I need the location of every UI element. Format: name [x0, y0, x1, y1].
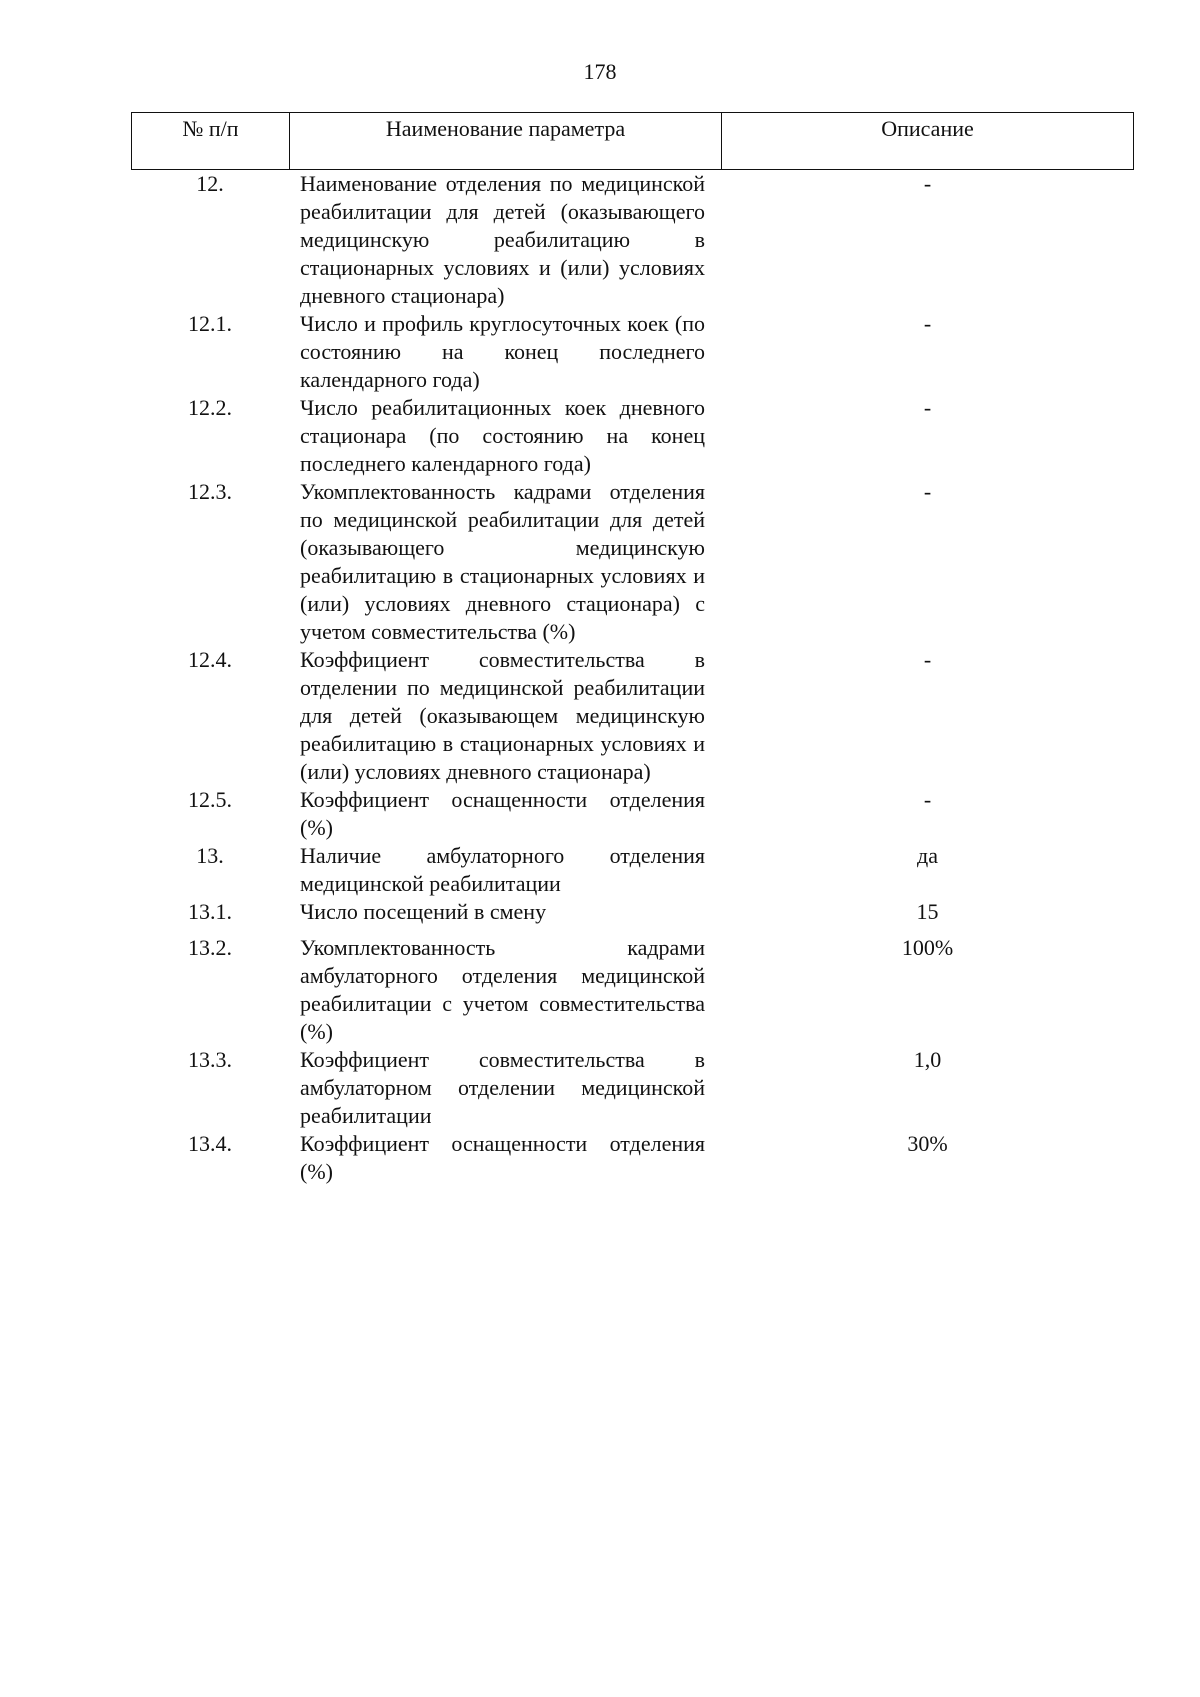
row-description: да	[917, 843, 938, 868]
row-number: 12.3.	[188, 479, 232, 504]
row-parameter-name: Наличие амбулаторного отделения медицинской реабилитации	[300, 843, 705, 896]
page-number: 178	[583, 59, 617, 84]
row-parameter-name: Число реабилитационных коек дневного стационара (по состоянию на конец последнего календарного года)	[300, 395, 705, 476]
row-number: 12.5.	[188, 787, 232, 812]
row-description: -	[923, 311, 932, 336]
row-parameter-name: Коэффициент оснащенности отделения (%)	[300, 1131, 705, 1184]
row-description: -	[923, 479, 932, 504]
row-number: 13.3.	[188, 1047, 232, 1072]
row-number: 12.4.	[188, 647, 232, 672]
row-number: 13.	[196, 843, 224, 868]
header-num-label: № п/п	[182, 116, 239, 141]
table-row	[131, 842, 1134, 898]
row-number: 12.2.	[188, 395, 232, 420]
table-row	[131, 934, 1134, 1046]
row-description: 1,0	[913, 1047, 942, 1072]
row-parameter-name: Укомплектованность кадрами амбулаторного отделения медицинской реабилитации с учетом совместительства (%)	[300, 935, 705, 1044]
row-number: 12.	[196, 171, 224, 196]
row-number: 13.1.	[188, 899, 232, 924]
table-row	[131, 786, 1134, 842]
table-row	[131, 310, 1134, 394]
row-description: 15	[916, 899, 939, 924]
row-parameter-name: Наименование отделения по медицинской реабилитации для детей (оказывающего медицинскую реабилитацию в стационарных условиях и (или) условиях дневного стационара)	[300, 171, 705, 308]
row-number: 13.2.	[188, 935, 232, 960]
row-parameter-name: Коэффициент совместительства в амбулаторном отделении медицинской реабилитации	[300, 1047, 705, 1128]
row-description: -	[923, 787, 932, 812]
row-parameter-name: Коэффициент совместительства в отделении по медицинской реабилитации для детей (оказывающем медицинскую реабилитацию в стационарных условиях и (или) условиях дневного стационара)	[300, 647, 705, 784]
table-row	[131, 170, 1134, 310]
table-row	[131, 478, 1134, 646]
table-row	[131, 394, 1134, 478]
row-number: 13.4.	[188, 1131, 232, 1156]
table-row	[131, 1046, 1134, 1130]
row-description: -	[923, 395, 932, 420]
row-parameter-name: Укомплектованность кадрами отделения по медицинской реабилитации для детей (оказывающего медицинскую реабилитацию в стационарных условиях и (или) условиях дневного стационара) с учетом совместительства (%)	[300, 479, 705, 644]
row-description: 30%	[907, 1131, 948, 1156]
table-row	[131, 898, 1134, 926]
header-desc-cell: Описание	[881, 116, 974, 141]
row-parameter-name: Число посещений в смену	[300, 899, 547, 924]
table-body	[131, 170, 1134, 1186]
table-header	[131, 112, 1134, 170]
row-number: 12.1.	[188, 311, 232, 336]
row-description: -	[923, 171, 932, 196]
row-parameter-name: Число и профиль круглосуточных коек (по состоянию на конец последнего календарного года)	[300, 311, 705, 392]
row-description: 100%	[901, 935, 954, 960]
row-parameter-name: Коэффициент оснащенности отделения (%)	[300, 787, 705, 840]
header-num-cell	[132, 113, 290, 169]
table-row	[131, 646, 1134, 786]
row-description: -	[923, 647, 932, 672]
table-row	[131, 1130, 1134, 1186]
header-name-cell: Наименование параметра	[290, 113, 722, 169]
